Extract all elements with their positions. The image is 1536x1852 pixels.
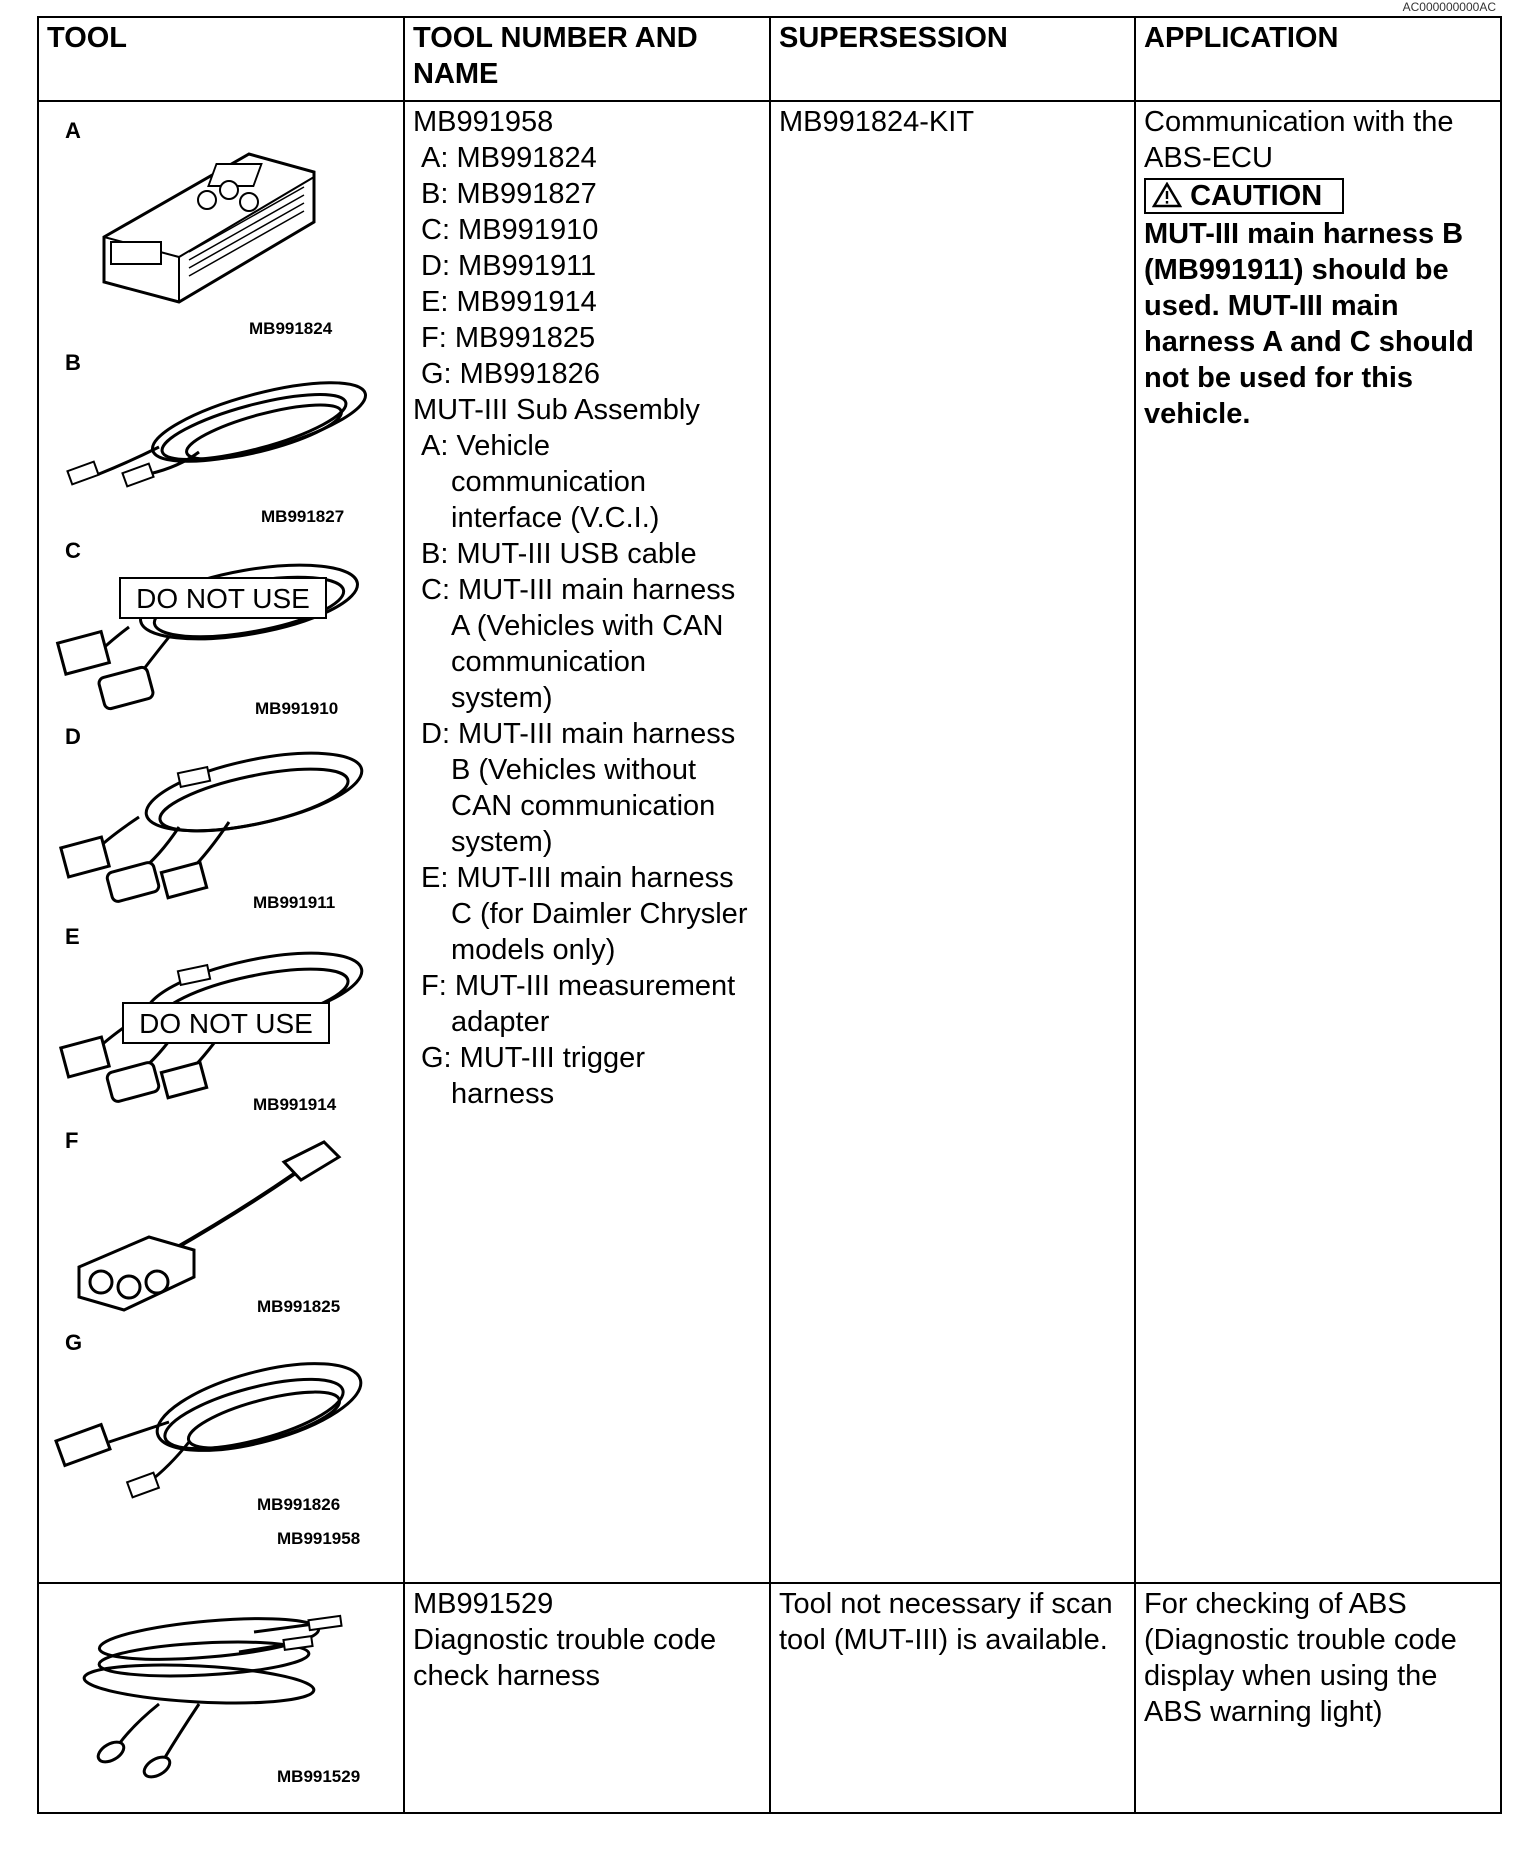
caution-label: CAUTION xyxy=(1190,180,1323,212)
sub-item-e-cont-1: C (for Daimler Chrysler xyxy=(451,898,748,930)
tool-letter-d: D xyxy=(65,724,81,749)
tool-letter-f: F xyxy=(65,1128,79,1153)
tool-illustrations xyxy=(39,102,401,1582)
caution-line-1: MUT-III main harness B xyxy=(1144,218,1464,250)
sub-item-c xyxy=(413,572,761,716)
tool-label-e: MB991914 xyxy=(253,1095,337,1114)
sub-item-b-first: B: MUT-III USB cable xyxy=(421,538,697,570)
tool-label-f: MB991825 xyxy=(257,1297,341,1316)
sub-item-g xyxy=(413,1040,761,1112)
application-line-4: ABS warning light) xyxy=(1144,1696,1383,1728)
tool-label-mb991529: MB991529 xyxy=(277,1767,361,1786)
part-e: E: MB991914 xyxy=(421,286,597,318)
sub-item-d xyxy=(413,716,761,860)
tool-g-trigger-harness-illustration xyxy=(56,1330,369,1548)
header-row xyxy=(38,17,1501,101)
application-line-2: ABS-ECU xyxy=(1144,142,1273,174)
supersession-cell xyxy=(770,1583,1135,1813)
sub-item-d-cont-1: B (Vehicles without xyxy=(451,754,697,786)
sub-item-c-cont-1: A (Vehicles with CAN xyxy=(451,610,724,642)
tool-label-g: MB991826 xyxy=(257,1495,341,1514)
sub-item-d-cont-2: CAN communication xyxy=(451,790,716,822)
header-supersession: SUPERSESSION xyxy=(770,17,1135,101)
application-line-1: For checking of ABS xyxy=(1144,1588,1407,1620)
sub-item-b xyxy=(413,536,761,572)
tool-letter-e: E xyxy=(65,924,80,949)
warning-triangle-icon xyxy=(1152,182,1182,208)
do-not-use-warning-e: DO NOT USE xyxy=(139,1008,313,1039)
caution-line-5: not be used for this xyxy=(1144,362,1414,394)
sub-item-a-first: A: Vehicle xyxy=(421,430,550,462)
tool-label-c: MB991910 xyxy=(255,699,339,718)
tool-f-measurement-adapter-illustration xyxy=(65,1128,340,1316)
tool-c-main-harness-a-illustration xyxy=(58,538,363,718)
part-c: C: MB991910 xyxy=(421,214,599,246)
supersession-line-2: tool (MUT-III) is available. xyxy=(779,1624,1108,1656)
supersession-line-1: Tool not necessary if scan xyxy=(779,1588,1113,1620)
dtc-harness-illustration xyxy=(39,1584,401,1812)
sub-item-f xyxy=(413,968,761,1040)
application-line-3: display when using the xyxy=(1144,1660,1438,1692)
tool-illustrations-cell xyxy=(38,101,404,1583)
caution-box xyxy=(1144,178,1344,214)
application-line-2: (Diagnostic trouble code xyxy=(1144,1624,1457,1656)
tool-number-and-name-cell xyxy=(404,101,770,1583)
application-cell xyxy=(1135,101,1501,1583)
tool-label-d: MB991911 xyxy=(253,893,336,912)
supersession-value: MB991824-KIT xyxy=(779,106,975,138)
part-b: B: MB991827 xyxy=(421,178,597,210)
sub-assembly-title: MUT-III Sub Assembly xyxy=(413,394,700,426)
tool-label-a: MB991824 xyxy=(249,319,333,338)
sub-item-a-cont-1: communication xyxy=(451,466,647,498)
sub-item-c-first: C: MUT-III main harness xyxy=(421,574,736,606)
sub-item-e-first: E: MUT-III main harness xyxy=(421,862,734,894)
tool-name-line-1: Diagnostic trouble code xyxy=(413,1624,717,1656)
tool-number-and-name-cell xyxy=(404,1583,770,1813)
tool-e-main-harness-c-illustration xyxy=(61,924,368,1114)
sub-item-a xyxy=(413,428,761,536)
supersession-cell xyxy=(770,101,1135,1583)
sub-item-g-cont-1: harness xyxy=(451,1078,555,1110)
part-d: D: MB991911 xyxy=(421,250,597,282)
tool-label-b: MB991827 xyxy=(261,507,345,526)
tool-name-line-2: check harness xyxy=(413,1660,600,1692)
sub-item-e xyxy=(413,860,761,968)
tool-letter-b: B xyxy=(65,350,81,375)
sub-item-a-cont-2: interface (V.C.I.) xyxy=(451,502,660,534)
caution-line-4: harness A and C should xyxy=(1144,326,1474,358)
application-cell xyxy=(1135,1583,1501,1813)
tool-d-main-harness-b-illustration xyxy=(61,724,368,912)
table-row xyxy=(38,101,1501,1583)
sub-item-d-cont-3: system) xyxy=(451,826,553,858)
caution-line-6: vehicle. xyxy=(1144,398,1251,430)
sub-item-c-cont-3: system) xyxy=(451,682,553,714)
part-g: G: MB991826 xyxy=(421,358,600,390)
sub-item-d-first: D: MUT-III main harness xyxy=(421,718,736,750)
caution-line-2: (MB991911) should be xyxy=(1144,254,1449,286)
part-f: F: MB991825 xyxy=(421,322,596,354)
page-id: AC000000000AC xyxy=(1402,0,1496,14)
table-row xyxy=(38,1583,1501,1813)
tool-a-vci-illustration xyxy=(65,118,333,338)
kit-label: MB991958 xyxy=(277,1529,361,1548)
sub-item-f-cont-1: adapter xyxy=(451,1006,550,1038)
header-tool: TOOL xyxy=(38,17,404,101)
do-not-use-warning-c: DO NOT USE xyxy=(136,583,310,614)
sub-item-c-cont-2: communication xyxy=(451,646,647,678)
header-tool-number-and-name: TOOL NUMBER AND NAME xyxy=(404,17,770,101)
sub-item-g-first: G: MUT-III trigger xyxy=(421,1042,645,1074)
kit-number: MB991958 xyxy=(413,106,554,138)
caution-line-3: used. MUT-III main xyxy=(1144,290,1399,322)
sub-item-e-cont-2: models only) xyxy=(451,934,616,966)
tool-letter-a: A xyxy=(65,118,81,143)
dtc-harness-illustration-cell xyxy=(38,1583,404,1813)
header-application: APPLICATION xyxy=(1135,17,1501,101)
part-a: A: MB991824 xyxy=(421,142,597,174)
tool-b-usb-cable-illustration xyxy=(65,350,372,526)
special-tools-table xyxy=(37,16,1502,1814)
tool-letter-g: G xyxy=(65,1330,83,1355)
sub-item-f-first: F: MUT-III measurement xyxy=(421,970,736,1002)
tool-number: MB991529 xyxy=(413,1588,554,1620)
application-line-1: Communication with the xyxy=(1144,106,1454,138)
tool-letter-c: C xyxy=(65,538,81,563)
